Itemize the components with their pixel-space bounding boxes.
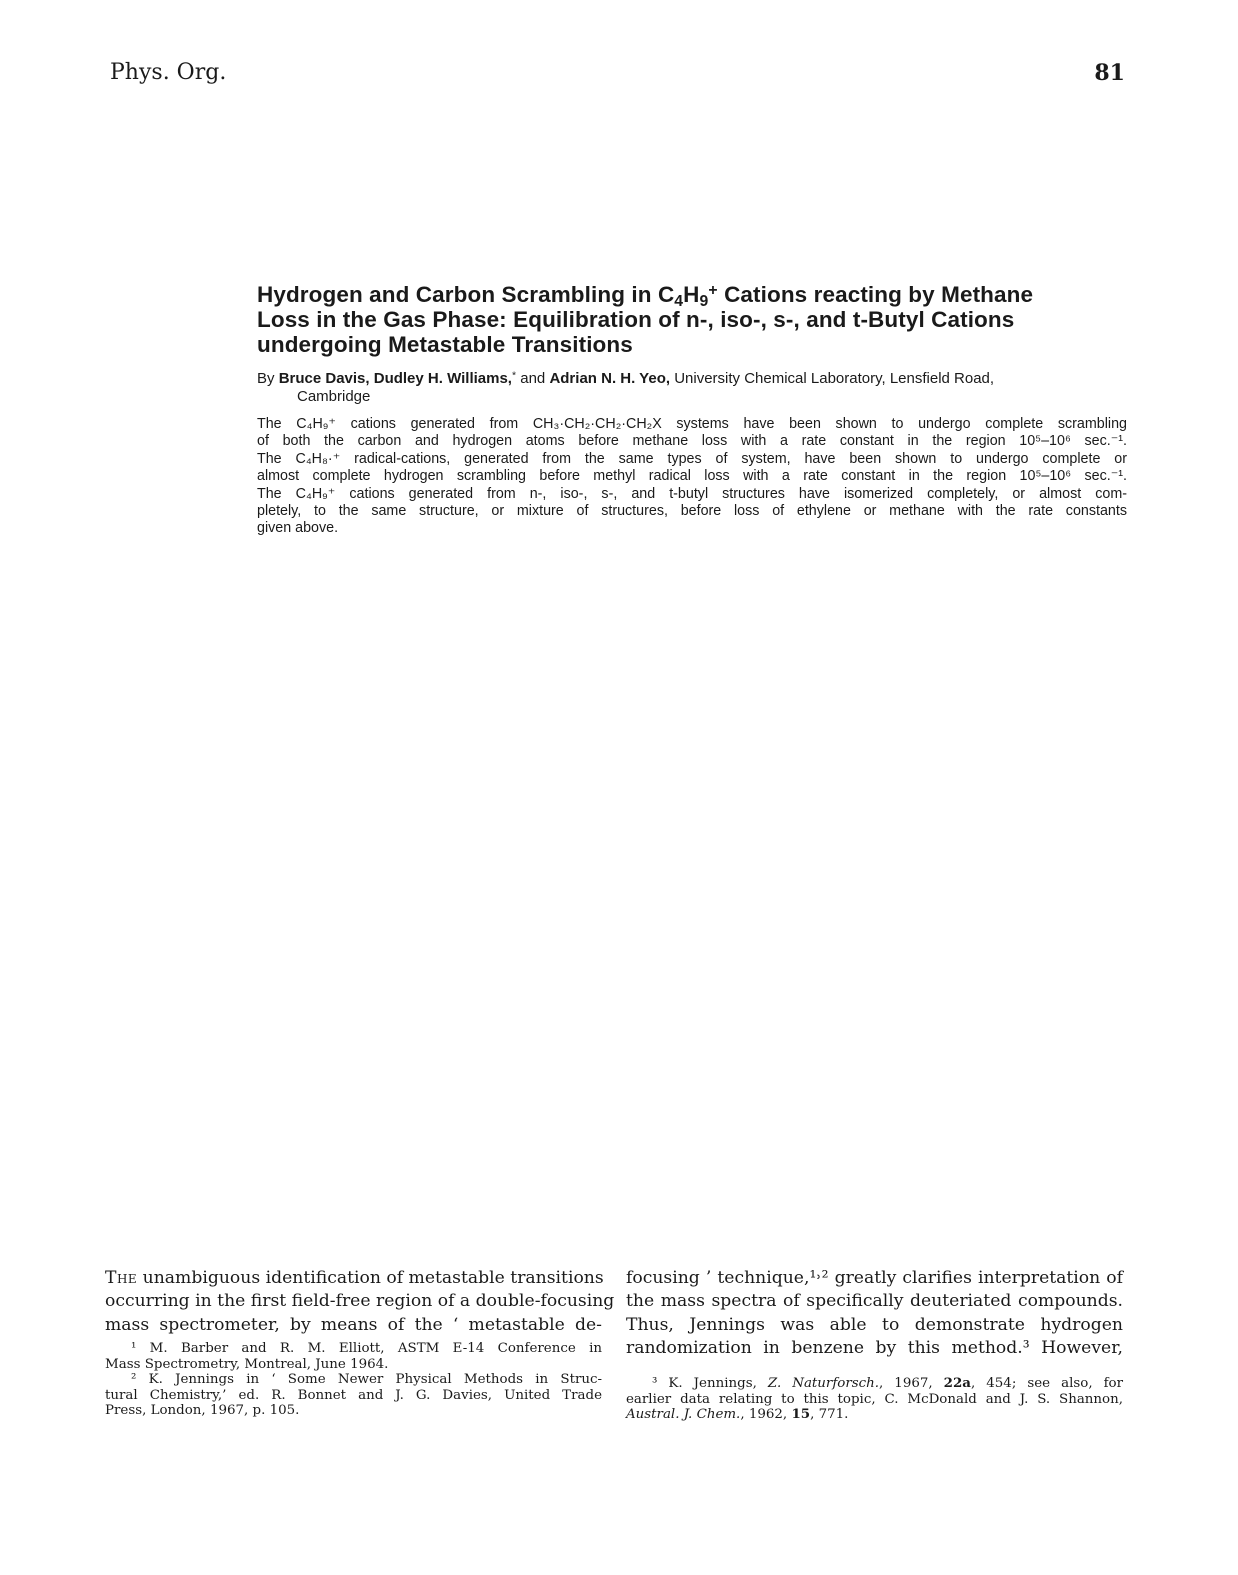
- abstract-line: The C₄H₉⁺ cations generated from CH₃·CH₂·CH₂·CH₂X systems have been shown to undergo complete scrambling: [257, 416, 1127, 432]
- footnote-3: ³ K. Jennings, Z. Naturforsch., 1967, 22a, 454; see also, for: [652, 1375, 1124, 1391]
- byline-city: Cambridge: [297, 388, 371, 405]
- footnote-2-cont: tural Chemistry,’ ed. R. Bonnet and J. G. Davies, United Trade: [105, 1387, 602, 1403]
- abstract-line: of both the carbon and hydrogen atoms before methane loss with a rate constant in the region 10⁵–10⁶ sec.⁻¹.: [257, 433, 1127, 450]
- footnote-2-cont: Press, London, 1967, p. 105.: [105, 1403, 300, 1419]
- title-line-1: Hydrogen and Carbon Scrambling in $C_4H_9^+$ Cations reacting by Methane: [257, 281, 1034, 310]
- running-head: Phys. Org.: [110, 60, 227, 85]
- body-line: Thus, Jennings was able to demonstrate hydrogen: [626, 1314, 1123, 1335]
- author-byline: [257, 370, 1127, 406]
- body-line: The unambiguous identification of metastable transitions: [105, 1268, 604, 1288]
- footnote-1-cont: Mass Spectrometry, Montreal, June 1964.: [105, 1356, 389, 1372]
- article-title: [257, 282, 1127, 357]
- footnotes-left: [105, 1341, 602, 1419]
- abstract-line: almost complete hydrogen scrambling before methyl radical loss with a rate constant in the region 10⁵–10⁶ sec.⁻¹.: [257, 468, 1127, 485]
- footnote-3-cont: earlier data relating to this topic, C. McDonald and J. S. Shannon,: [626, 1391, 1123, 1407]
- footnote-1: ¹ M. Barber and R. M. Elliott, ASTM E-14 Conference in: [131, 1341, 602, 1356]
- body-line: randomization in benzene by this method.³ However,: [626, 1338, 1123, 1359]
- body-column-left: [105, 1267, 615, 1337]
- page-number: 81: [1094, 60, 1125, 86]
- title-line-3: undergoing Metastable Transitions: [257, 332, 633, 357]
- byline-line-1: By Bruce Davis, Dudley H. Williams,* and Adrian N. H. Yeo, University Chemical Laboratory, Lensfield Road,: [257, 369, 995, 387]
- title-line-2: Loss in the Gas Phase: Equilibration of n-, iso-, s-, and t-Butyl Cations: [257, 307, 1015, 332]
- footnote-3-cont: Austral. J. Chem., 1962, 15, 771.: [626, 1406, 849, 1423]
- body-line: focusing ’ technique,¹˒² greatly clarifies interpretation of: [626, 1268, 1123, 1288]
- body-line: the mass spectra of specifically deuteriated compounds.: [626, 1291, 1123, 1312]
- footnotes-right: [626, 1376, 1123, 1423]
- abstract-line: pletely, to the same structure, or mixture of structures, before loss of ethylene or methane with the rate constants: [257, 503, 1127, 520]
- body-line: mass spectrometer, by means of the ‘ metastable de-: [105, 1314, 602, 1335]
- abstract-line: given above.: [257, 520, 339, 537]
- footnote-2: ² K. Jennings in ‘ Some Newer Physical Methods in Struc-: [131, 1372, 602, 1388]
- abstract: [257, 416, 1127, 538]
- body-column-right: [626, 1267, 1123, 1361]
- body-line: occurring in the first field-free region of a double-focusing: [105, 1291, 615, 1312]
- abstract-line: The C₄H₈·⁺ radical-cations, generated from the same types of system, have been shown to undergo complete or: [257, 450, 1127, 467]
- abstract-line: The C₄H₉⁺ cations generated from n-, iso-, s-, and t-butyl structures have isomerized completely, or almost com-: [257, 485, 1127, 502]
